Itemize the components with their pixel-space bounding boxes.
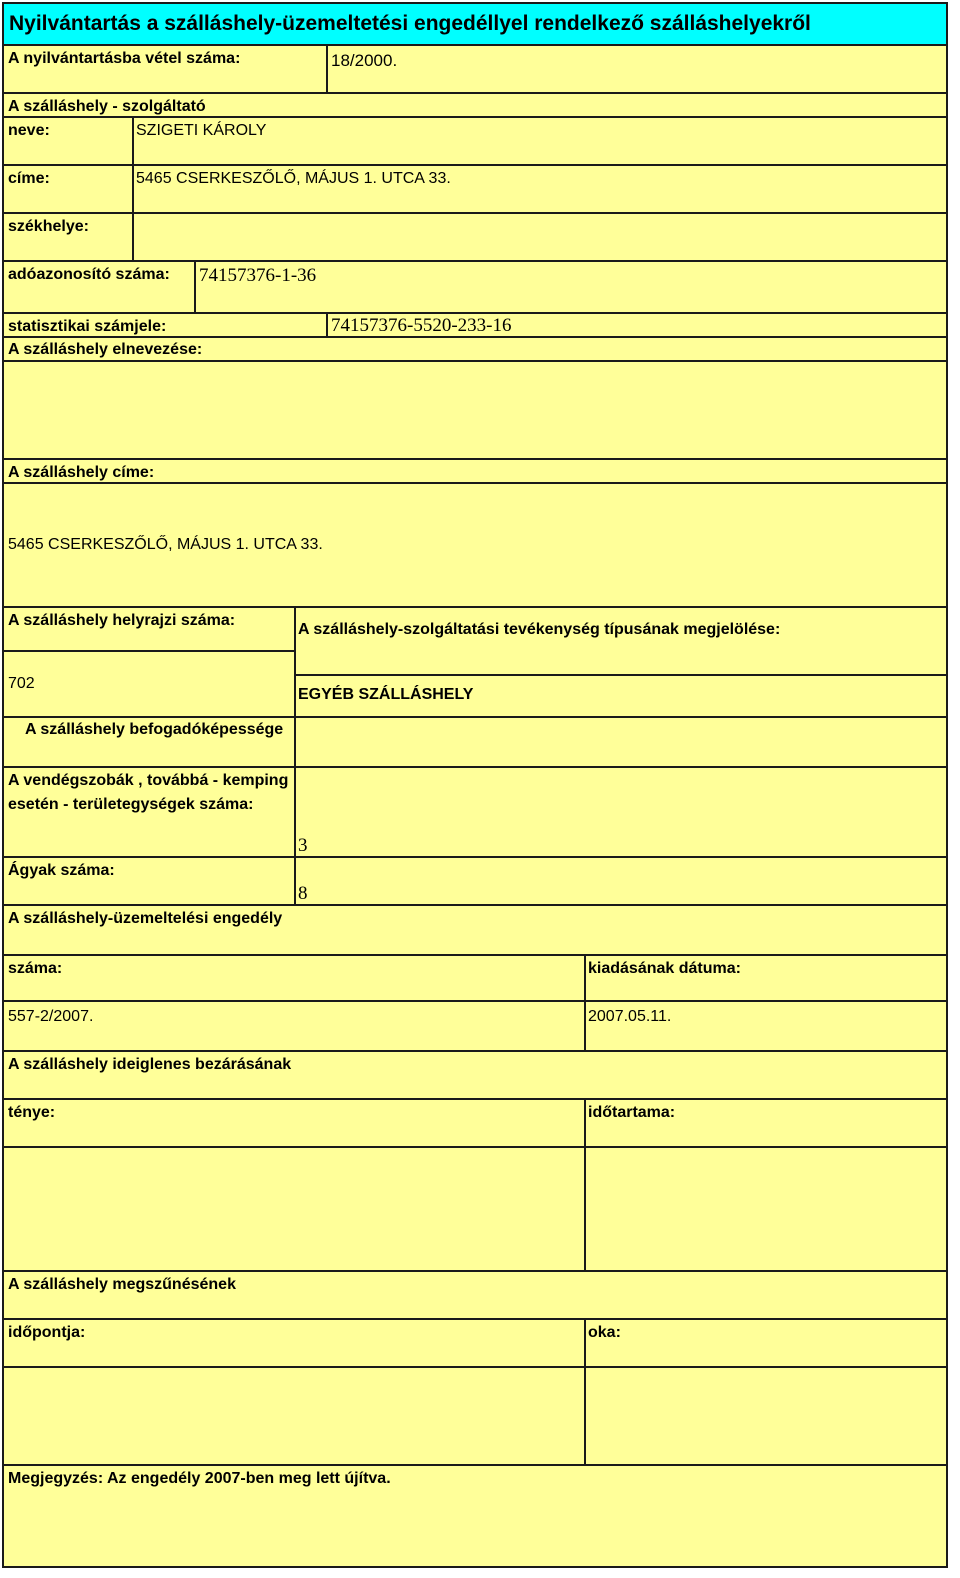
beds-value: 8 <box>298 883 308 904</box>
closure-section-cell <box>2 1050 948 1100</box>
stat-code-label: statisztikai számjele: <box>8 318 167 335</box>
termination-date-label: időpontja: <box>8 1324 86 1341</box>
rooms-label-cell <box>2 766 296 858</box>
license-number-label-cell <box>2 954 586 1002</box>
closure-duration-label: időtartama: <box>588 1104 676 1121</box>
parcel-value: 702 <box>8 675 35 692</box>
beds-label: Ágyak száma: <box>8 862 115 879</box>
parcel-label-cell <box>2 606 296 652</box>
license-date-value: 2007.05.11. <box>588 1008 672 1025</box>
closure-section-label: A szálláshely ideiglenes bezárásának <box>8 1056 292 1073</box>
capacity-label: A szálláshely befogadóképessége <box>25 721 284 738</box>
activity-type-field <box>294 674 948 718</box>
closure-fact-field <box>2 1146 586 1272</box>
note-text: Megjegyzés: Az engedély 2007-ben meg lett újítva. <box>8 1470 391 1487</box>
termination-section-label: A szálláshely megszűnésének <box>8 1276 236 1293</box>
license-section-label: A szálláshely-üzemeltelési engedély <box>8 910 283 927</box>
termination-section-cell <box>2 1270 948 1320</box>
registry-number-label: A nyilvántartásba vétel száma: <box>8 50 241 67</box>
provider-name-label-cell <box>2 116 134 166</box>
accommodation-name-label: A szálláshely elnevezése: <box>8 341 203 358</box>
beds-field <box>294 856 948 906</box>
accommodation-name-label-cell <box>2 336 948 362</box>
closure-fact-label: ténye: <box>8 1104 56 1121</box>
provider-address-label: címe: <box>8 170 50 187</box>
termination-reason-label-cell <box>584 1318 948 1368</box>
accommodation-address-field <box>2 482 948 608</box>
form-title-bar <box>2 2 948 46</box>
parcel-field <box>2 650 296 718</box>
tax-id-field <box>194 260 948 314</box>
stat-code-field <box>326 312 948 338</box>
provider-address-label-cell <box>2 164 134 214</box>
registry-number-field <box>326 44 948 94</box>
provider-name-label: neve: <box>8 122 50 139</box>
license-number-value: 557-2/2007. <box>8 1008 94 1025</box>
license-date-label-cell <box>584 954 948 1002</box>
capacity-label-cell <box>2 716 296 768</box>
license-date-field <box>584 1000 948 1052</box>
provider-name-value: SZIGETI KÁROLY <box>136 122 267 139</box>
tax-id-label: adóazonosító száma: <box>8 266 170 283</box>
rooms-value: 3 <box>298 835 308 856</box>
form-title: Nyilvántartás a szálláshely-üzemeltetési engedéllyel rendelkező szálláshelyekről <box>9 12 811 35</box>
tax-id-label-cell <box>2 260 196 314</box>
rooms-label-line2: esetén - területegységek száma: <box>8 796 254 813</box>
provider-section-cell <box>2 92 948 118</box>
closure-duration-field <box>584 1146 948 1272</box>
activity-type-value: EGYÉB SZÁLLÁSHELY <box>298 686 474 703</box>
activity-type-label: A szálláshely-szolgáltatási tevékenység típusának megjelölése: <box>298 621 781 638</box>
capacity-field <box>294 716 948 768</box>
termination-reason-label: oka: <box>588 1324 621 1341</box>
provider-address-field <box>132 164 948 214</box>
accommodation-address-value: 5465 CSERKESZŐLŐ, MÁJUS 1. UTCA 33. <box>8 536 323 553</box>
license-number-field <box>2 1000 586 1052</box>
provider-seat-label: székhelye: <box>8 218 89 235</box>
license-number-label: száma: <box>8 960 63 977</box>
provider-address-value: 5465 CSERKESZŐLŐ, MÁJUS 1. UTCA 33. <box>136 170 451 187</box>
accommodation-name-field <box>2 360 948 460</box>
closure-fact-label-cell <box>2 1098 586 1148</box>
provider-name-field <box>132 116 948 166</box>
registry-number-value: 18/2000. <box>331 51 398 70</box>
stat-code-label-cell <box>2 312 328 338</box>
activity-type-label-cell <box>294 606 948 676</box>
license-section-cell <box>2 904 948 956</box>
tax-id-value: 74157376-1-36 <box>199 265 317 286</box>
provider-seat-field <box>132 212 948 262</box>
parcel-label: A szálláshely helyrajzi száma: <box>8 612 236 629</box>
accommodation-address-label-cell <box>2 458 948 484</box>
beds-label-cell <box>2 856 296 906</box>
termination-date-field <box>2 1366 586 1466</box>
provider-section-label: A szálláshely - szolgáltató <box>8 98 206 115</box>
rooms-label-line1: A vendégszobák , továbbá - kemping <box>8 772 289 789</box>
rooms-field <box>294 766 948 858</box>
stat-code-value: 74157376-5520-233-16 <box>331 315 512 336</box>
provider-seat-label-cell <box>2 212 134 262</box>
note-cell <box>2 1464 948 1568</box>
closure-duration-label-cell <box>584 1098 948 1148</box>
accommodation-address-label: A szálláshely címe: <box>8 464 155 481</box>
termination-date-label-cell <box>2 1318 586 1368</box>
license-date-label: kiadásának dátuma: <box>588 960 741 977</box>
registry-number-label-cell <box>2 44 328 94</box>
termination-reason-field <box>584 1366 948 1466</box>
